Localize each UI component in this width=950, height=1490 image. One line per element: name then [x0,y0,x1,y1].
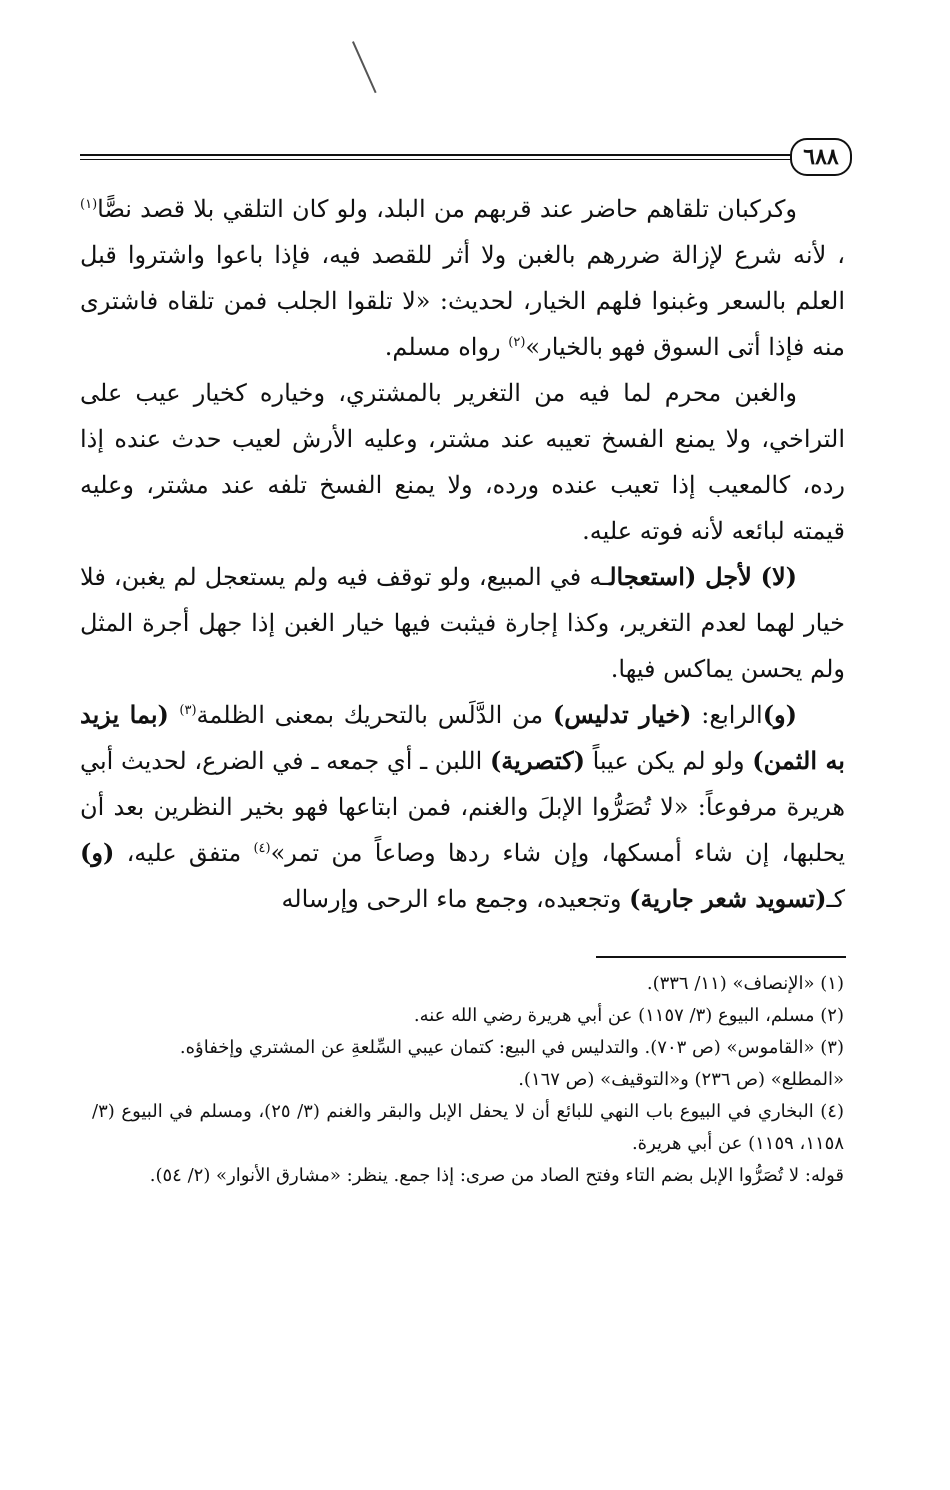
footnote-ref-2: (٢) [508,335,526,350]
paragraph-4-text-f: ولو لم يكن عيباً [584,747,753,775]
paragraph-3 [80,554,845,692]
paragraph-4-text-b: الرابع: [691,701,763,729]
footnote-ref-3: (٣) [179,703,197,718]
paragraph-1 [80,186,845,370]
footnotes [92,968,844,1192]
main-text [80,186,845,922]
page-number-badge [790,138,852,176]
footnote-ref-1: (١) [80,197,98,212]
paragraph-3-text-b: ـه في المبيع، ولو توقف فيه ولم يستعجل لم يغبن، فلا خيار لهما لعدم التغرير، وكذا إجارة فيثبت فيها خيار الغبن إذا جهل أجرة المثل ولم يحسن يماكس فيها. [80,563,845,683]
pen-stroke-mark [352,41,377,93]
paragraph-1-text-b: ، لأنه شرع لإزالة ضررهم بالغبن ولا أثر للقصد فيه، فإذا باعوا واشتروا قبل العلم بالسعر وغبنوا فلهم الخيار، لحديث: «لا تلقوا الجلب فمن تلقاه فاشترى منه فإذا أتى السوق فهو بالخيار» [80,241,845,361]
paragraph-4-bold-g: (كتصرية) [489,746,585,775]
paragraph-3-bold-a: (لا) لأجل (استعجال [609,562,797,591]
paragraph-1-text-c: رواه مسلم. [384,333,501,361]
footnote-ref-4: (٤) [253,841,271,856]
paragraph-4-text-h: اللبن ـ أي جمعه ـ في الضرع، لحديث أبي هريرة مرفوعاً: «لا تُصَرُّوا الإبلَ والغنم، فمن ابتاعها فهو بخير النظرين بعد أن يحلبها، إن شاء أمسكها، وإن شاء ردها وصاعاً من تمر» [80,747,845,867]
footnote-4: (٤) البخاري في البيوع باب النهي للبائع أن لا يحفل الإبل والبقر والغنم (٣/ ٢٥)، ومسلم في البيوع (٣/ ١١٥٨، ١١٥٩) عن أبي هريرة. [92,1101,844,1154]
paragraph-4-text-k: كـ [826,885,845,913]
paragraph-4-bold-l: (تسويد شعر جارية) [629,884,827,913]
paragraph-4-bold-e: (بما يزيد به الثمن) [80,700,845,775]
footnote-1: (١) «الإنصاف» (١١/ ٣٣٦). [646,973,844,994]
footnote-3-continuation: «المطلع» (ص ٢٣٦) و«التوقيف» (ص ١٦٧). [518,1069,844,1090]
paragraph-4-bold-a: (و) [762,700,798,729]
footnote-separator [596,956,846,958]
paragraph-4-bold-j: (و) [80,838,115,867]
paragraph-4 [80,692,845,922]
footnote-4-continuation: قوله: لا تُصَرُّوا الإبل بضم التاء وفتح الصاد من صرى: إذا جمع. ينظر: «مشارق الأنوار» (٢/ ٥٤). [149,1165,844,1186]
footnote-3: (٣) «القاموس» (ص ٧٠٣). والتدليس في البيع: كتمان عيبي السِّلعةِ عن المشتري وإخفاؤه. [179,1037,844,1058]
paragraph-4-text-i: متفق عليه، [114,839,254,867]
paragraph-1-text-a: وكركبان تلقاهم حاضر عند قربهم من البلد، ولو كان التلقي بلا قصد نصًّا [97,195,797,223]
paragraph-2: والغبن محرم لما فيه من التغرير بالمشتري، وخياره كخيار عيب على التراخي، ولا يمنع الفسخ تعيبه عند مشتر، وعليه الأرش لعيب حدث عنده إذا رده، كالمعيب إذا تعيب عنده ورده، ولا يمنع الفسخ تلفه عند مشتر، وعليه قيمته لبائعه لأنه فوته عليه. [80,379,845,545]
paragraph-4-text-m: وتجعيده، وجمع ماء الرحى وإرساله [281,885,630,913]
footnote-2: (٢) مسلم، البيوع (٣/ ١١٥٧) عن أبي هريرة رضي الله عنه. [413,1005,844,1026]
page-number: ٦٨٨ [803,144,839,170]
page-header [80,138,852,178]
paragraph-4-text-d: من الدَّلَس بالتحريك بمعنى الظلمة [196,701,553,729]
paragraph-4-bold-c: (خيار تدليس) [552,700,692,729]
header-rule [80,154,802,160]
